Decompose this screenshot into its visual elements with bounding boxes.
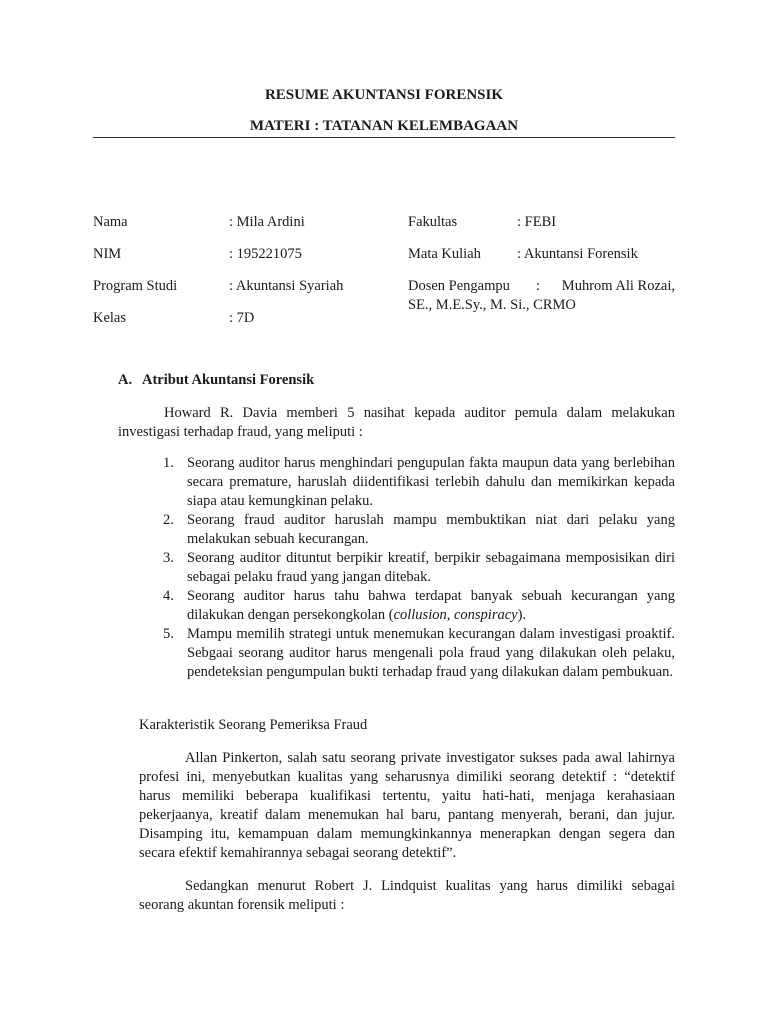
list-item-number: 1. [163,455,174,471]
list-item-number: 5. [163,626,174,642]
nim-value: : 195221075 [229,246,302,262]
section-a-title: Atribut Akuntansi Forensik [142,372,315,388]
title-divider [93,137,675,138]
karakteristik-para1-text: Allan Pinkerton, salah satu seorang private investigator sukses pada awal lahirnya profesi ini, menyebutkan kualitas yang seharusnya dimiliki seorang detektif : “detektif harus memiliki beberapa kualifikasi tertentu, yaitu hati-hati, menjaga kerahasiaan pekerjaanya, kreatif dalam menemukan hal baru, pantang menyerah, berani, dan jujur. Disamping itu, kemampuan dalam memungkinkannya menerapkan dengan segera dan secara efektif kemahirannya sebagai seorang detektif”. [139,750,675,861]
list-item-text: Seorang fraud auditor haruslah mampu membuktikan niat dari pelaku yang melakukan sebuah kecurangan. [187,512,675,547]
karakteristik-para2-text: Sedangkan menurut Robert J. Lindquist kualitas yang harus dimiliki sebagai seorang akuntan forensik meliputi : [139,878,675,913]
list-item-text [187,588,675,623]
dosen-value-line1: : Muhrom Ali Rozai, [536,278,675,294]
list-item-text-part: ). [517,607,527,623]
fakultas-value: : FEBI [517,214,557,230]
list-item [145,587,675,625]
section-a-letter: A. [118,372,133,388]
karakteristik-para1 [139,749,675,863]
dosen-value-line2: SE., M.E.Sy., M. Si., CRMO [408,297,576,313]
list-item-number: 3. [163,550,174,566]
matkul-label: Mata Kuliah [408,246,481,262]
list-item-number: 2. [163,512,174,528]
prodi-value: : Akuntansi Syariah [229,278,344,294]
section-a-intro [118,404,675,442]
list-item-text: Mampu memilih strategi untuk menemukan kecurangan dalam investigasi proaktif. Sebgaai seorang auditor harus mengenali pola fraud yang dilakukan oleh pelaku, pendeteksian pengumpulan bukti terhadap fraud yang dilakukan dalam pembukuan. [187,626,675,680]
karakteristik-heading: Karakteristik Seorang Pemeriksa Fraud [139,717,368,733]
list-item-text-part: Seorang auditor harus tahu bahwa terdapat banyak sebuah kecurangan yang dilakukan dengan persekongkolan ( [187,588,675,623]
nama-label: Nama [93,214,128,230]
list-item-number: 4. [163,588,174,604]
list-item [145,454,675,511]
matkul-value: : Akuntansi Forensik [517,246,638,262]
kelas-label: Kelas [93,310,127,326]
dosen-label: Dosen Pengampu [408,278,510,294]
document-title: RESUME AKUNTANSI FORENSIK [264,87,504,103]
section-a-intro-text: Howard R. Davia memberi 5 nasihat kepada auditor pemula dalam melakukan investigasi terhadap fraud, yang meliputi : [118,405,675,440]
kelas-value: : 7D [229,310,255,326]
advice-list [145,454,675,682]
nim-label: NIM [93,246,122,262]
section-a-heading [118,372,314,389]
list-item [145,625,675,682]
nama-value: : Mila Ardini [229,214,305,230]
list-item-text: Seorang auditor harus menghindari pengupulan fakta maupun data yang berlebihan secara premature, haruslah diidentifikasi terlebih dahulu dan memikirkan kepada siapa atau kemungkinan pelaku. [187,455,675,509]
fakultas-label: Fakultas [408,214,458,230]
document-subtitle: MATERI : TATANAN KELEMBAGAAN [249,118,519,134]
list-item-italic-term: collusion, conspiracy [393,607,518,623]
list-item [145,549,675,587]
prodi-label: Program Studi [93,278,178,294]
karakteristik-para2 [139,877,675,915]
list-item-text: Seorang auditor dituntut berpikir kreatif, berpikir sebagaimana memposisikan diri sebagai pelaku fraud yang jangan ditebak. [187,550,675,585]
list-item [145,511,675,549]
